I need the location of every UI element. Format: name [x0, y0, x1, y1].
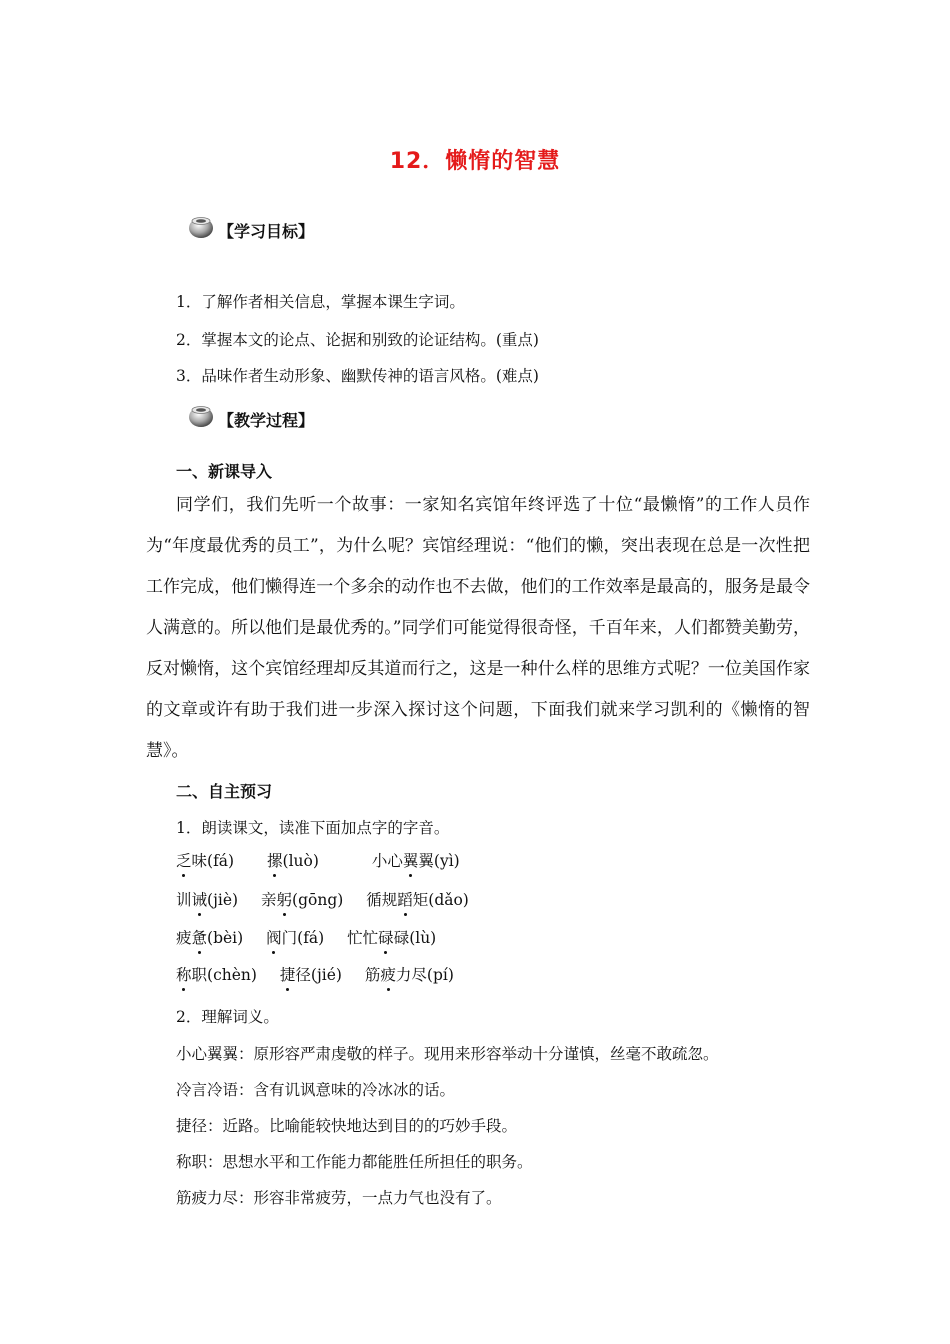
section-goals — [186, 214, 314, 246]
pinyin-word: 筋疲力尽(pí) — [365, 963, 454, 985]
definition-item: 称职：思想水平和工作能力都能胜任所担任的职务。 — [176, 1153, 533, 1171]
pinyin-word: 小心翼翼(yì) — [372, 849, 460, 871]
section-process-label: 【教学过程】 — [218, 410, 315, 430]
word-row — [176, 888, 487, 910]
definition-item: 小心翼翼：原形容严肃虔敬的样子。现用来形容举动十分谨慎，丝毫不敢疏忽。 — [176, 1045, 719, 1063]
pinyin-word: 亲躬(gōng) — [261, 888, 343, 910]
intro-paragraph: 同学们，我们先听一个故事：一家知名宾馆年终评选了十位“最懒惰”的工作人员作为“年度最优秀的员工”，为什么呢？宾馆经理说：“他们的懒，突出表现在总是一次性把工作完成，他们懒得连一个多余的动作也不去做，他们的工作效率是最高的，服务是最令人满意的。所以他们是最优秀的。”同学们可能觉得很奇怪，千百年来，人们都赞美勤劳，反对懒惰，这个宾馆经理却反其道而行之，这是一种什么样的思维方式呢？一位美国作家的文章或许有助于我们进一步深入探讨这个问题，下面我们就来学习凯利的《懒惰的智慧》。 — [146, 495, 810, 761]
pinyin-word: 摞(luò) — [267, 849, 319, 871]
pinyin-word: 疲惫(bèi) — [176, 926, 243, 948]
part2-heading: 二、自主预习 — [176, 782, 273, 801]
goal-item: 1．了解作者相关信息，掌握本课生字词。 — [176, 293, 465, 311]
pinyin-word: 循规蹈矩(dǎo) — [366, 888, 469, 910]
word-row — [176, 926, 454, 948]
pinyin-word: 阀门(fá) — [266, 926, 324, 948]
page-title: 12．懒惰的智慧 — [389, 149, 561, 174]
section-goals-label: 【学习目标】 — [218, 221, 315, 241]
word-row — [176, 849, 478, 871]
section-process — [186, 403, 314, 435]
cup-icon — [186, 211, 216, 241]
cup-icon — [186, 400, 216, 430]
goal-item: 3．品味作者生动形象、幽默传神的语言风格。(难点) — [176, 367, 539, 385]
task1-instruction: 1．朗读课文，读准下面加点字的字音。 — [176, 819, 450, 837]
pinyin-word: 捷径(jié) — [280, 963, 342, 985]
part1-heading: 一、新课导入 — [176, 462, 273, 481]
definition-item: 捷径：近路。比喻能较快地达到目的的巧妙手段。 — [176, 1117, 518, 1135]
task2-instruction: 2．理解词义。 — [176, 1008, 279, 1026]
goal-item: 2．掌握本文的论点、论据和别致的论证结构。(重点) — [176, 331, 539, 349]
word-row — [176, 963, 472, 985]
pinyin-word: 训诫(jiè) — [176, 888, 238, 910]
pinyin-word: 称职(chèn) — [176, 963, 257, 985]
definition-item: 冷言冷语：含有讥讽意味的冷冰冰的话。 — [176, 1081, 456, 1099]
pinyin-word: 乏味(fá) — [176, 849, 234, 871]
definition-item: 筋疲力尽：形容非常疲劳，一点力气也没有了。 — [176, 1189, 502, 1207]
pinyin-word: 忙忙碌碌(lù) — [347, 926, 436, 948]
